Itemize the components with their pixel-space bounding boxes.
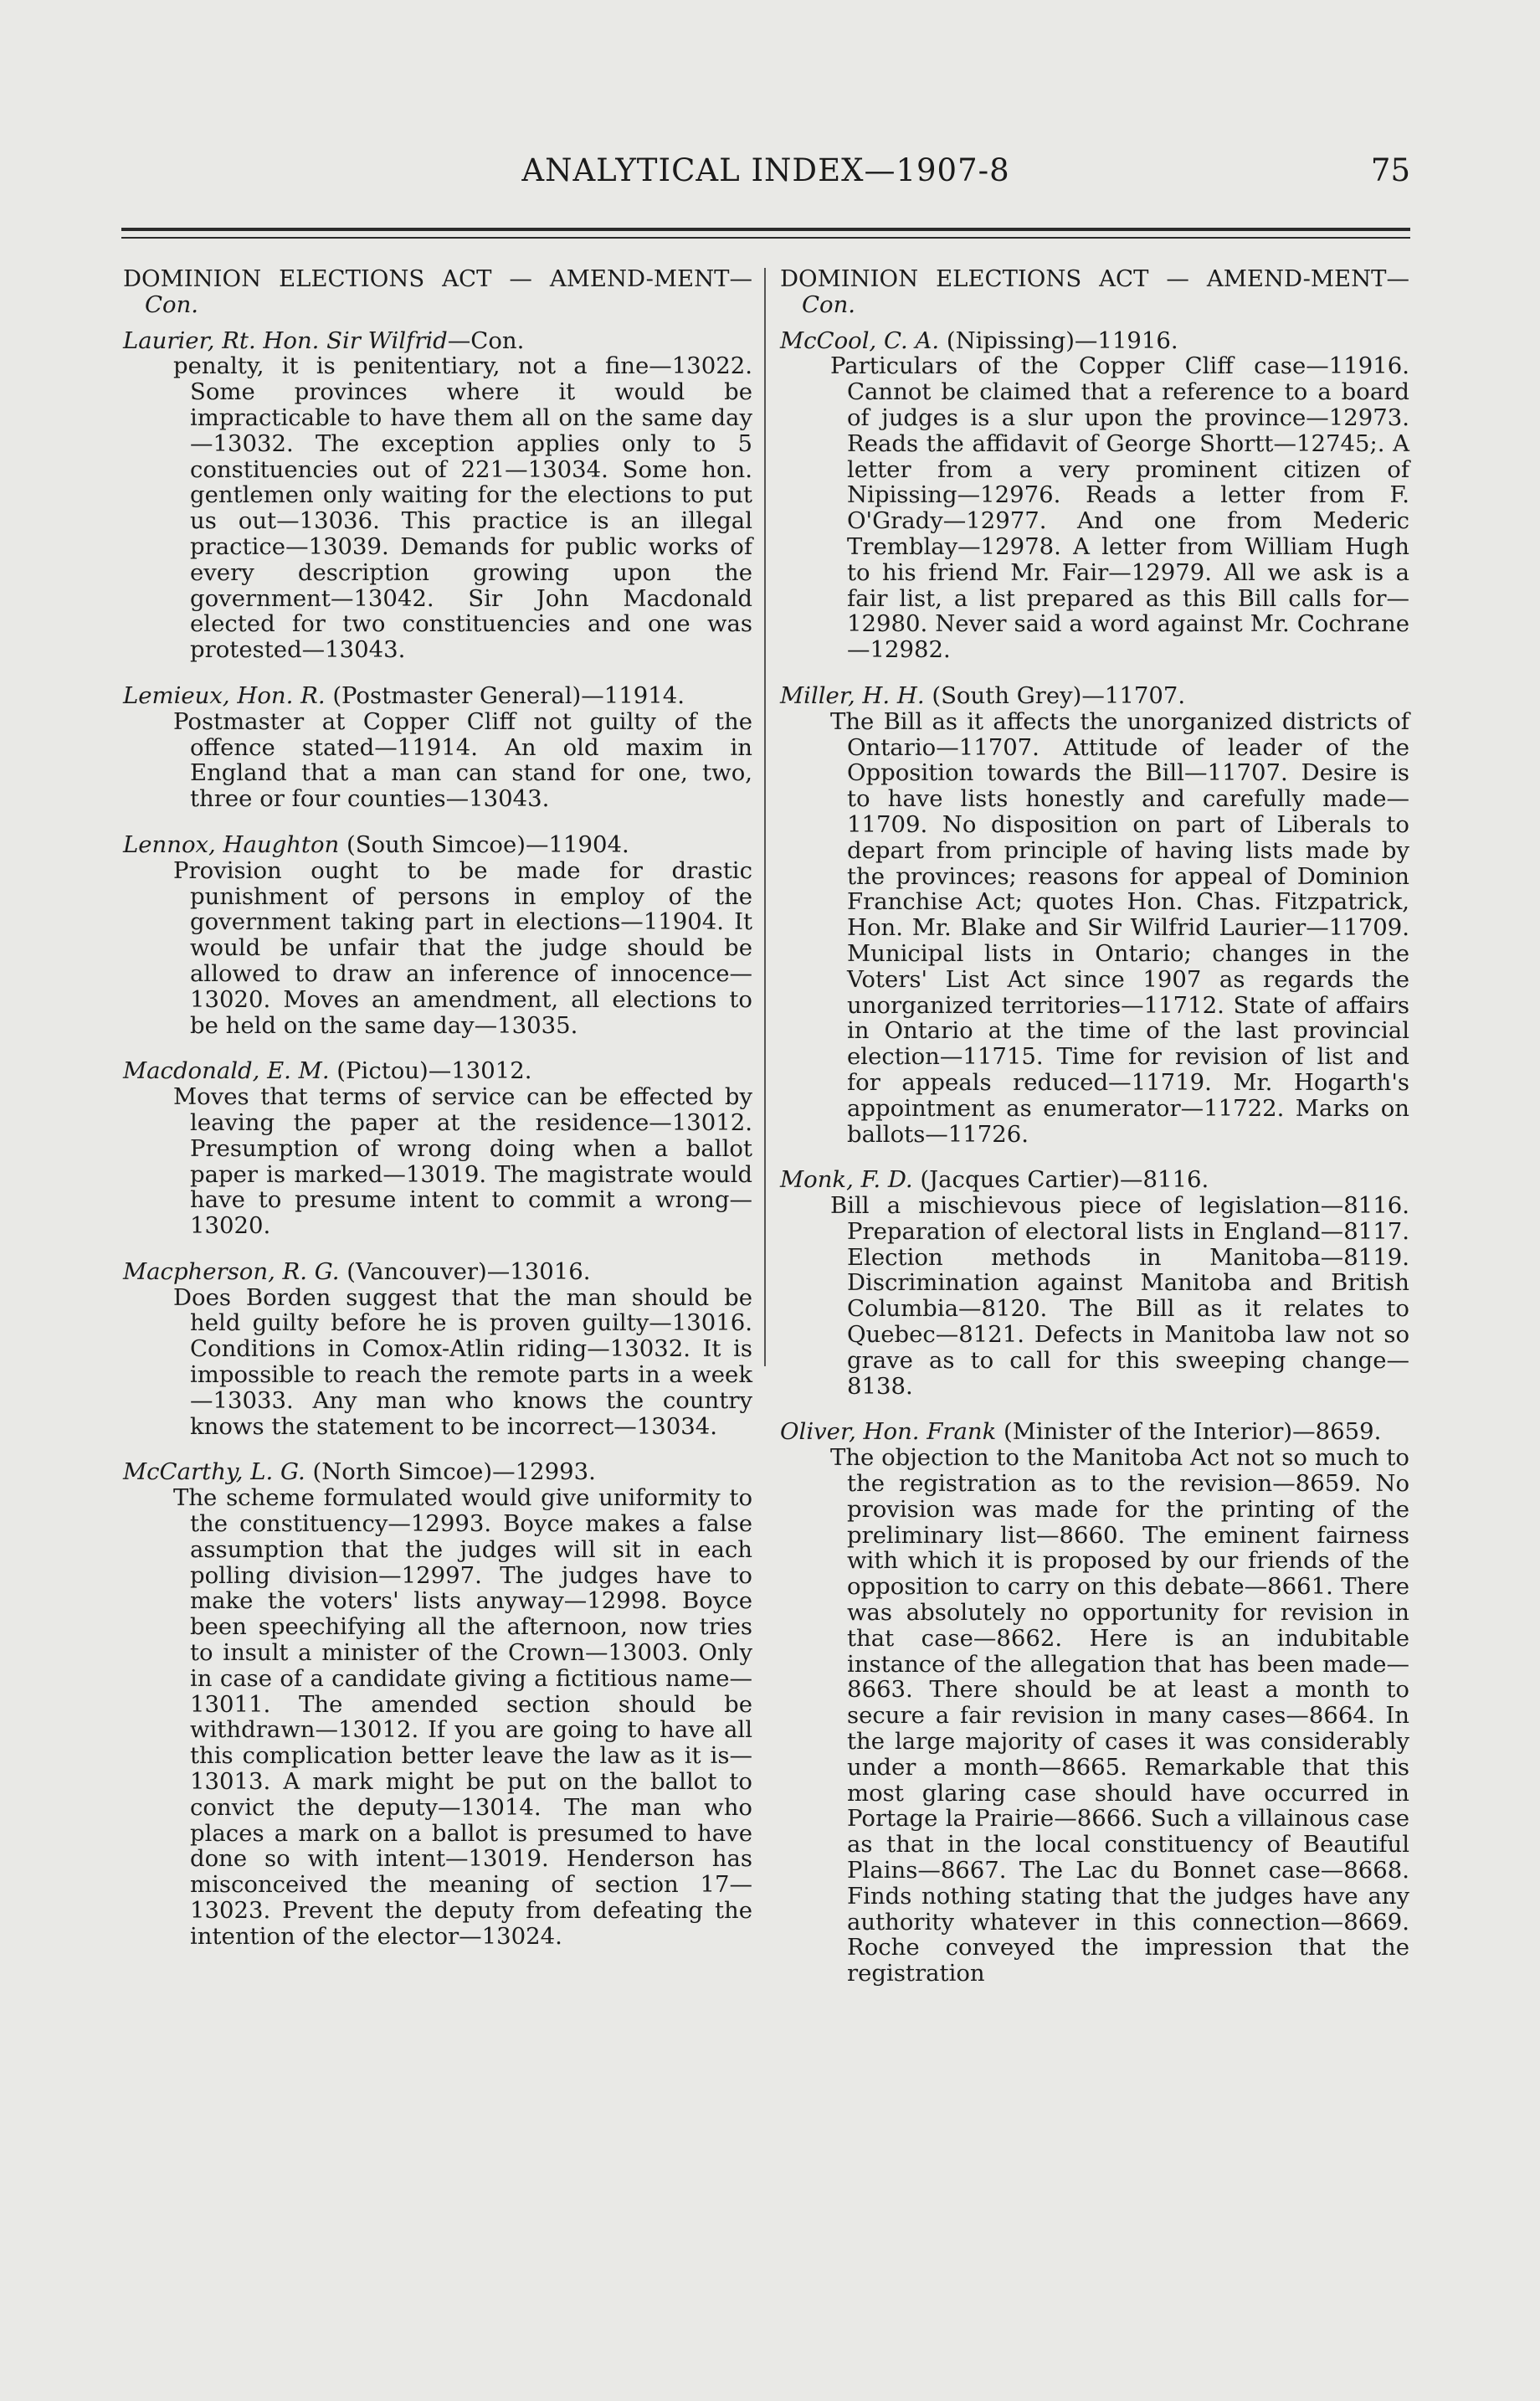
entry-body: Moves that terms of service can be effected by leaving the paper at the residence—13012. Presumption of wrong doing when a ballot paper is marked—13019. The magistrate would have to presume intent to commit a wrong—13020.	[173, 1083, 752, 1240]
left-column	[123, 266, 752, 1970]
section-heading	[780, 266, 1409, 318]
entry-body: The scheme formulated would give uniformity to the constituency—12993. Boyce makes a false assumption that the judges will sit in each polling division—12997. The judges have to make the voters' lists anyway—12998. Boyce been speechifying all the afternoon, now tries to insult a minister of the Crown—13003. Only in case of a candidate giving a fictitious name—13011. The amended section should be withdrawn—13012. If you are going to have all this complication better leave the law as it is—13013. A mark might be put on the ballot to convict the deputy—13014. The man who places a mark on a ballot is presumed to have done so with intent—13019. Henderson has misconceived the meaning of section 17—13023. Prevent the deputy from defeating the intention of the elector—13024.	[173, 1484, 752, 1950]
entry-body: penalty, it is penitentiary, not a fine—13022. Some provinces where it would be impracticable to have them all on the same day—13032. The exception applies only to 5 constituencies out of 221—13034. Some hon. gentlemen only waiting for the elections to put us out—13036. This practice is an illegal practice—13039. Demands for public works of every description growing upon the government—13042. Sir John Macdonald elected for two constituencies and one was protested—13043.	[173, 352, 752, 664]
entry-name: McCool, C. A.	[780, 326, 940, 354]
entry-ref: (South Grey)—11707.	[924, 681, 1186, 709]
entry-body: Bill a mischievous piece of legislation—8116. Preparation of electoral lists in England—8117. Election methods in Manitoba—8119. Discrimination against Manitoba and British Columbia—8120. The Bill as it relates to Quebec—8121. Defects in Manitoba law not so grave as to call for this sweeping change—8138.	[830, 1192, 1409, 1400]
entry-name: Lemieux, Hon. R.	[123, 681, 326, 709]
index-entry	[780, 328, 1409, 663]
index-entry	[123, 1459, 752, 1949]
entry-name: Laurier, Rt. Hon. Sir Wilfrid	[123, 326, 448, 354]
header-rule-thin	[121, 237, 1410, 239]
entry-ref: (Pictou)—13012.	[329, 1057, 532, 1085]
right-column	[780, 266, 1409, 2007]
entry-body: Does Borden suggest that the man should be held guilty before he is proven guilty—13016. Conditions in Comox-Atlin riding—13032. It is impossible to reach the remote parts in a week—13033. Any man who knows the country knows the statement to be incorrect—13034.	[173, 1283, 752, 1440]
entry-body: Provision ought to be made for drastic punishment of persons in employ of the government taking part in elections—11904. It would be unfair that the judge should be allowed to draw an inference of innocence—13020. Moves an amendment, all elections to be held on the same day—13035.	[173, 856, 752, 1039]
entry-body: Particulars of the Copper Cliff case—11916. Cannot be claimed that a reference to a board of judges is a slur upon the province—12973. Reads the affidavit of George Shortt—12745;. A letter from a very prominent citizen of Nipissing—12976. Reads a letter from F. O'Grady—12977. And one from Mederic Tremblay—12978. A letter from William Hugh to his friend Mr. Fair—12979. All we ask is a fair list, a list prepared as this Bill calls for—12980. Never said a word against Mr. Cochrane—12982.	[830, 352, 1409, 664]
index-entry	[123, 1259, 752, 1440]
entry-heading	[780, 1419, 1409, 1445]
entry-ref: (Minister of the Interior)—8659.	[996, 1418, 1382, 1446]
header-rule-thick	[121, 228, 1410, 231]
index-entry	[780, 1419, 1409, 1987]
section-heading-con: Con.	[145, 290, 199, 318]
running-title: ANALYTICAL INDEX—1907-8	[521, 152, 1010, 188]
entry-body: The objection to the Manitoba Act not so much to the registration as to the revision—8659. No provision was made for the printing of the preliminary list—8660. The eminent fairness with which it is proposed by our friends of the opposition to carry on this debate—8661. There was absolutely no opportunity for revision in that case—8662. Here is an indubitable instance of the allegation that has been made—8663. There should be at least a month to secure a fair revision in many cases—8664. In the large majority of cases it was considerably under a month—8665. Remarkable that this most glaring case should have occurred in Portage la Prairie—8666. Such a villainous case as that in the local constituency of Beautiful Plains—8667. The Lac du Bonnet case—8668. Finds nothing stating that the judges have any authority whatever in this connection—8669. Roche conveyed the impression that the registration	[830, 1444, 1409, 1987]
index-entry	[123, 328, 752, 663]
entry-name: Monk, F. D.	[780, 1166, 913, 1194]
entry-ref: —Con.	[447, 326, 525, 354]
section-heading-text: DOMINION ELECTIONS ACT — AMEND-MENT—	[780, 265, 1409, 292]
entry-ref: (Nipissing)—11916.	[939, 326, 1178, 354]
entry-ref: (Vancouver)—13016.	[339, 1257, 591, 1285]
entry-heading	[123, 832, 752, 858]
entry-name: Macpherson, R. G.	[123, 1257, 340, 1285]
index-entry	[123, 832, 752, 1038]
entry-body: Postmaster at Copper Cliff not guilty of the offence stated—11914. An old maxim in England that a man can stand for one, two, three or four counties—13043.	[173, 707, 752, 813]
entry-heading	[123, 1459, 752, 1485]
entry-heading	[123, 1058, 752, 1084]
entry-ref: (South Simcoe)—11904.	[339, 830, 629, 858]
page-number: 75	[1370, 152, 1410, 188]
entry-name: Oliver, Hon. Frank	[780, 1418, 997, 1446]
entry-name: Miller, H. H.	[780, 681, 925, 709]
column-divider	[764, 268, 766, 1366]
index-entry	[780, 683, 1409, 1147]
entry-heading	[780, 683, 1409, 709]
entry-heading	[123, 328, 752, 354]
entry-heading	[123, 1259, 752, 1285]
entry-ref: (Jacques Cartier)—8116.	[912, 1166, 1209, 1194]
section-heading-text: DOMINION ELECTIONS ACT — AMEND-MENT—	[123, 265, 752, 292]
entry-ref: (North Simcoe)—12993.	[305, 1458, 596, 1486]
entry-body: The Bill as it affects the unorganized districts of Ontario—11707. Attitude of leader of the Opposition towards the Bill—11707. Desire is to have lists honestly and carefully made—11709. No disposition on part of Liberals to depart from principle of having lists made by the provinces; reasons for appeal of Dominion Franchise Act; quotes Hon. Chas. Fitzpatrick, Hon. Mr. Blake and Sir Wilfrid Laurier—11709. Municipal lists in Ontario; changes in the Voters' List Act since 1907 as regards the unorganized territories—11712. State of affairs in Ontario at the time of the last provincial election—11715. Time for revision of list and for appeals reduced—11719. Mr. Hogarth's appointment as enumerator—11722. Marks on ballots—11726.	[830, 707, 1409, 1148]
entry-heading	[123, 683, 752, 709]
entry-name: Macdonald, E. M.	[123, 1057, 330, 1085]
index-entry	[123, 1058, 752, 1239]
entry-ref: (Postmaster General)—11914.	[325, 681, 685, 709]
entry-heading	[780, 1167, 1409, 1193]
entry-name: Lennox, Haughton	[123, 830, 340, 858]
entry-heading	[780, 328, 1409, 354]
index-entry	[123, 683, 752, 812]
index-entry	[780, 1167, 1409, 1399]
page-header	[121, 152, 1410, 203]
entry-name: McCarthy, L. G.	[123, 1458, 305, 1486]
section-heading-con: Con.	[802, 290, 856, 318]
section-heading	[123, 266, 752, 318]
